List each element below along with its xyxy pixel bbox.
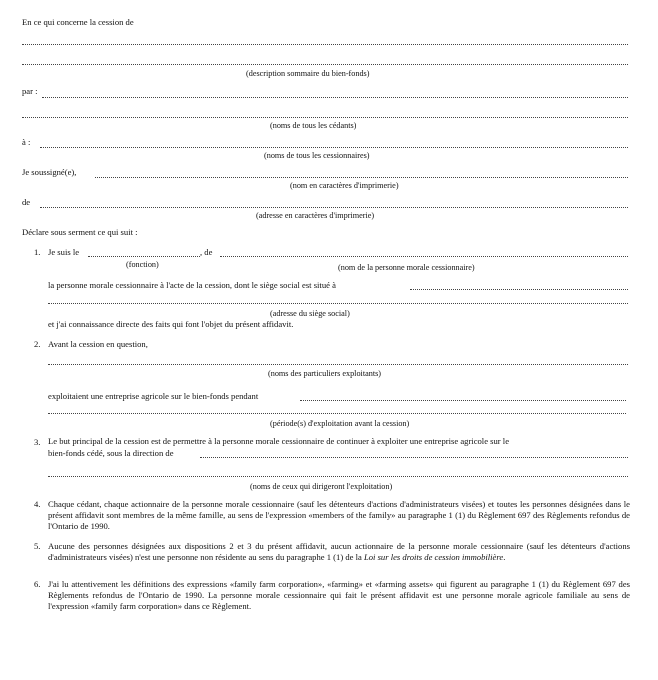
cessionnaires-line[interactable]	[40, 147, 628, 148]
item-1-de: , de	[200, 247, 213, 257]
cedants-line-2[interactable]	[22, 117, 628, 118]
dirigent-line-2[interactable]	[48, 476, 628, 477]
par-label: par :	[22, 86, 38, 96]
caption-cedants: (noms de tous les cédants)	[270, 121, 357, 130]
periode-line-1[interactable]	[300, 400, 626, 401]
caption-adresse: (adresse en caractères d'imprimerie)	[256, 211, 375, 220]
item-1-line-3: et j'ai connaissance directe des faits qui font l'objet du présent affidavit.	[48, 319, 294, 329]
item-1-line-2: la personne morale cessionnaire à l'acte de la cession, dont le siège social est situé à	[48, 280, 336, 290]
item-2-line-1: Avant la cession en question,	[48, 339, 148, 349]
caption-fonction: (fonction)	[126, 260, 159, 269]
item-5-law-title: Loi sur les droits de cession immobilière	[363, 552, 504, 563]
item-4-text: Chaque cédant, chaque actionnaire de la personne morale cessionnaire (sauf les détenteurs d'actions d'administrateurs visées) et toutes les personnes désignées dans le présent affidavit sont membres de la même famille, au sens de l'expression «members of the family» au paragraphe 1 (1) du Règlement 697 des Règlements refondus de l'Ontario de 1990.	[48, 499, 630, 532]
soussigne-label: Je soussigné(e),	[22, 167, 77, 177]
item-5-text-b: .	[503, 552, 506, 563]
caption-description: (description sommaire du bien-fonds)	[246, 69, 370, 78]
item-5-text	[48, 541, 630, 563]
item-3-number: 3.	[34, 437, 41, 447]
intro-text: En ce qui concerne la cession de	[22, 17, 134, 27]
cedants-line-1[interactable]	[42, 97, 628, 98]
caption-cessionnaires: (noms de tous les cessionnaires)	[264, 151, 370, 160]
dirigent-line-1[interactable]	[200, 457, 628, 458]
caption-dirigent: (noms de ceux qui dirigeront l'exploitation)	[250, 482, 393, 491]
description-line-2[interactable]	[22, 64, 628, 65]
a-label: à :	[22, 137, 31, 147]
item-4-number: 4.	[34, 499, 41, 509]
siege-line-1[interactable]	[410, 289, 628, 290]
caption-siege: (adresse du siège social)	[270, 309, 350, 318]
caption-nom: (nom en caractères d'imprimerie)	[290, 181, 399, 190]
item-6-number: 6.	[34, 579, 41, 589]
siege-line-2[interactable]	[48, 303, 628, 304]
description-line-1[interactable]	[22, 44, 628, 45]
item-3-line-1: Le but principal de la cession est de permettre à la personne morale cessionnaire de continuer à exploiter une entreprise agricole sur le	[48, 436, 510, 446]
caption-periode: (période(s) d'exploitation avant la cession)	[270, 419, 410, 428]
item-2-number: 2.	[34, 339, 41, 349]
caption-particuliers: (noms des particuliers exploitants)	[268, 369, 382, 378]
item-5-text-a: Aucune des personnes désignées aux dispositions 2 et 3 du présent affidavit, aucun actionnaire de la personne morale cessionnaire (sauf les détenteurs d'actions d'administrateurs visées) n'est une personne non résidente au sens du paragraphe 1 (1) de la	[48, 541, 630, 563]
item-6-text: J'ai lu attentivement les définitions des expressions «family farm corporation», «farming» et «farming assets» qui figurent au paragraphe 1 (1) du Règlement 697 des Règlements refondus de l'Ontario de 1990. La personne morale cessionnaire qui fait le présent affidavit est une personne morale agricole familiale au sens de l'expression «family farm corporation» dans ce Règlement.	[48, 579, 630, 612]
nom-line[interactable]	[95, 177, 628, 178]
item-3-line-2: bien-fonds cédé, sous la direction de	[48, 448, 174, 458]
particuliers-line[interactable]	[48, 364, 628, 365]
fonction-line[interactable]	[88, 256, 200, 257]
adresse-line[interactable]	[40, 207, 628, 208]
periode-line-2[interactable]	[48, 413, 626, 414]
declare-text: Déclare sous serment ce qui suit :	[22, 227, 138, 237]
item-2-line-2: exploitaient une entreprise agricole sur le bien-fonds pendant	[48, 391, 259, 401]
item-1-je-suis: Je suis le	[48, 247, 80, 257]
caption-personne: (nom de la personne morale cessionnaire)	[338, 263, 475, 272]
item-1-number: 1.	[34, 247, 41, 257]
personne-morale-line[interactable]	[220, 256, 628, 257]
item-5-number: 5.	[34, 541, 41, 551]
de-label: de	[22, 197, 31, 207]
